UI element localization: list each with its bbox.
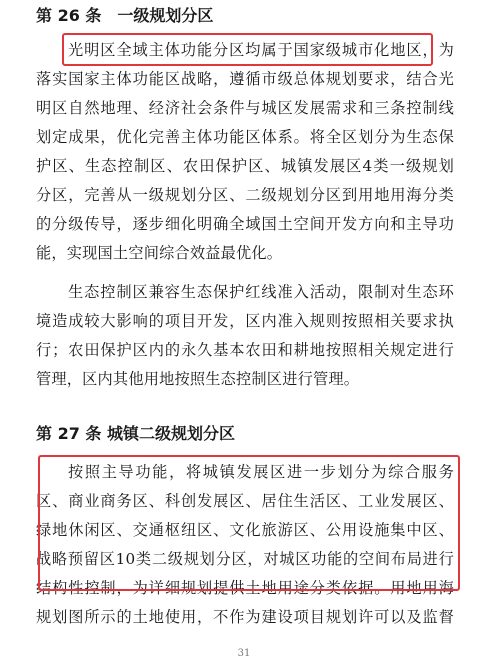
article-26-line: 的分级传导，逐步细化明确全域国土空间开发方向和主导功 [36,215,454,233]
article-26-line: 明区自然地理、经济社会条件与城区发展需求和三条控制线 [36,99,454,117]
article-27-line: 绿地休闲区、交通枢纽区、文化旅游区、公用设施集中区、 [36,521,454,539]
article-27-line: 区、商业商务区、科创发展区、居住生活区、工业发展区、 [36,492,454,510]
article-27-line: 战略预留区10类二级规划分区，对城区功能的空间布局进行 [36,550,454,568]
page-number: 31 [237,648,251,659]
article-26-line: 划定成果，优化完善主体功能区体系。将全区划分为生态保 [36,128,454,146]
article-27-heading: 第 27 条 城镇二级规划分区 [36,424,235,443]
article-26-paragraph-2-line: 生态控制区兼容生态保护红线准入活动，限制对生态环 [68,283,454,301]
article-27-line: 结构性控制，为详细规划提供土地用途分类依据。用地用海 [36,579,454,597]
article-26-line: 光明区全域主体功能分区均属于国家级城市化地区，为 [68,41,454,59]
article-26-paragraph-2-line: 管理，区内其他用地按照生态控制区进行管理。 [36,370,360,388]
article-26-line: 分区，完善从一级规划分区、二级规划分区到用地用海分类 [36,186,454,204]
article-26-paragraph-2-line: 境造成较大影响的项目开发，区内准入规则按照相关要求执 [36,312,454,330]
article-27-line: 规划图所示的土地使用，不作为建设项目规划许可以及监督 [36,608,454,626]
article-26-line: 能，实现国土空间综合效益最优化。 [36,244,283,262]
article-27-line: 按照主导功能，将城镇发展区进一步划分为综合服务 [68,463,454,481]
article-26-heading: 第 26 条 一级规划分区 [36,6,214,25]
article-26-paragraph-2-line: 行；农田保护区内的永久基本农田和耕地按照相关规定进行 [36,341,454,359]
article-26-line: 护区、生态控制区、农田保护区、城镇发展区4类一级规划 [36,157,454,175]
article-26-line: 落实国家主体功能区战略，遵循市级总体规划要求，结合光 [36,70,454,88]
